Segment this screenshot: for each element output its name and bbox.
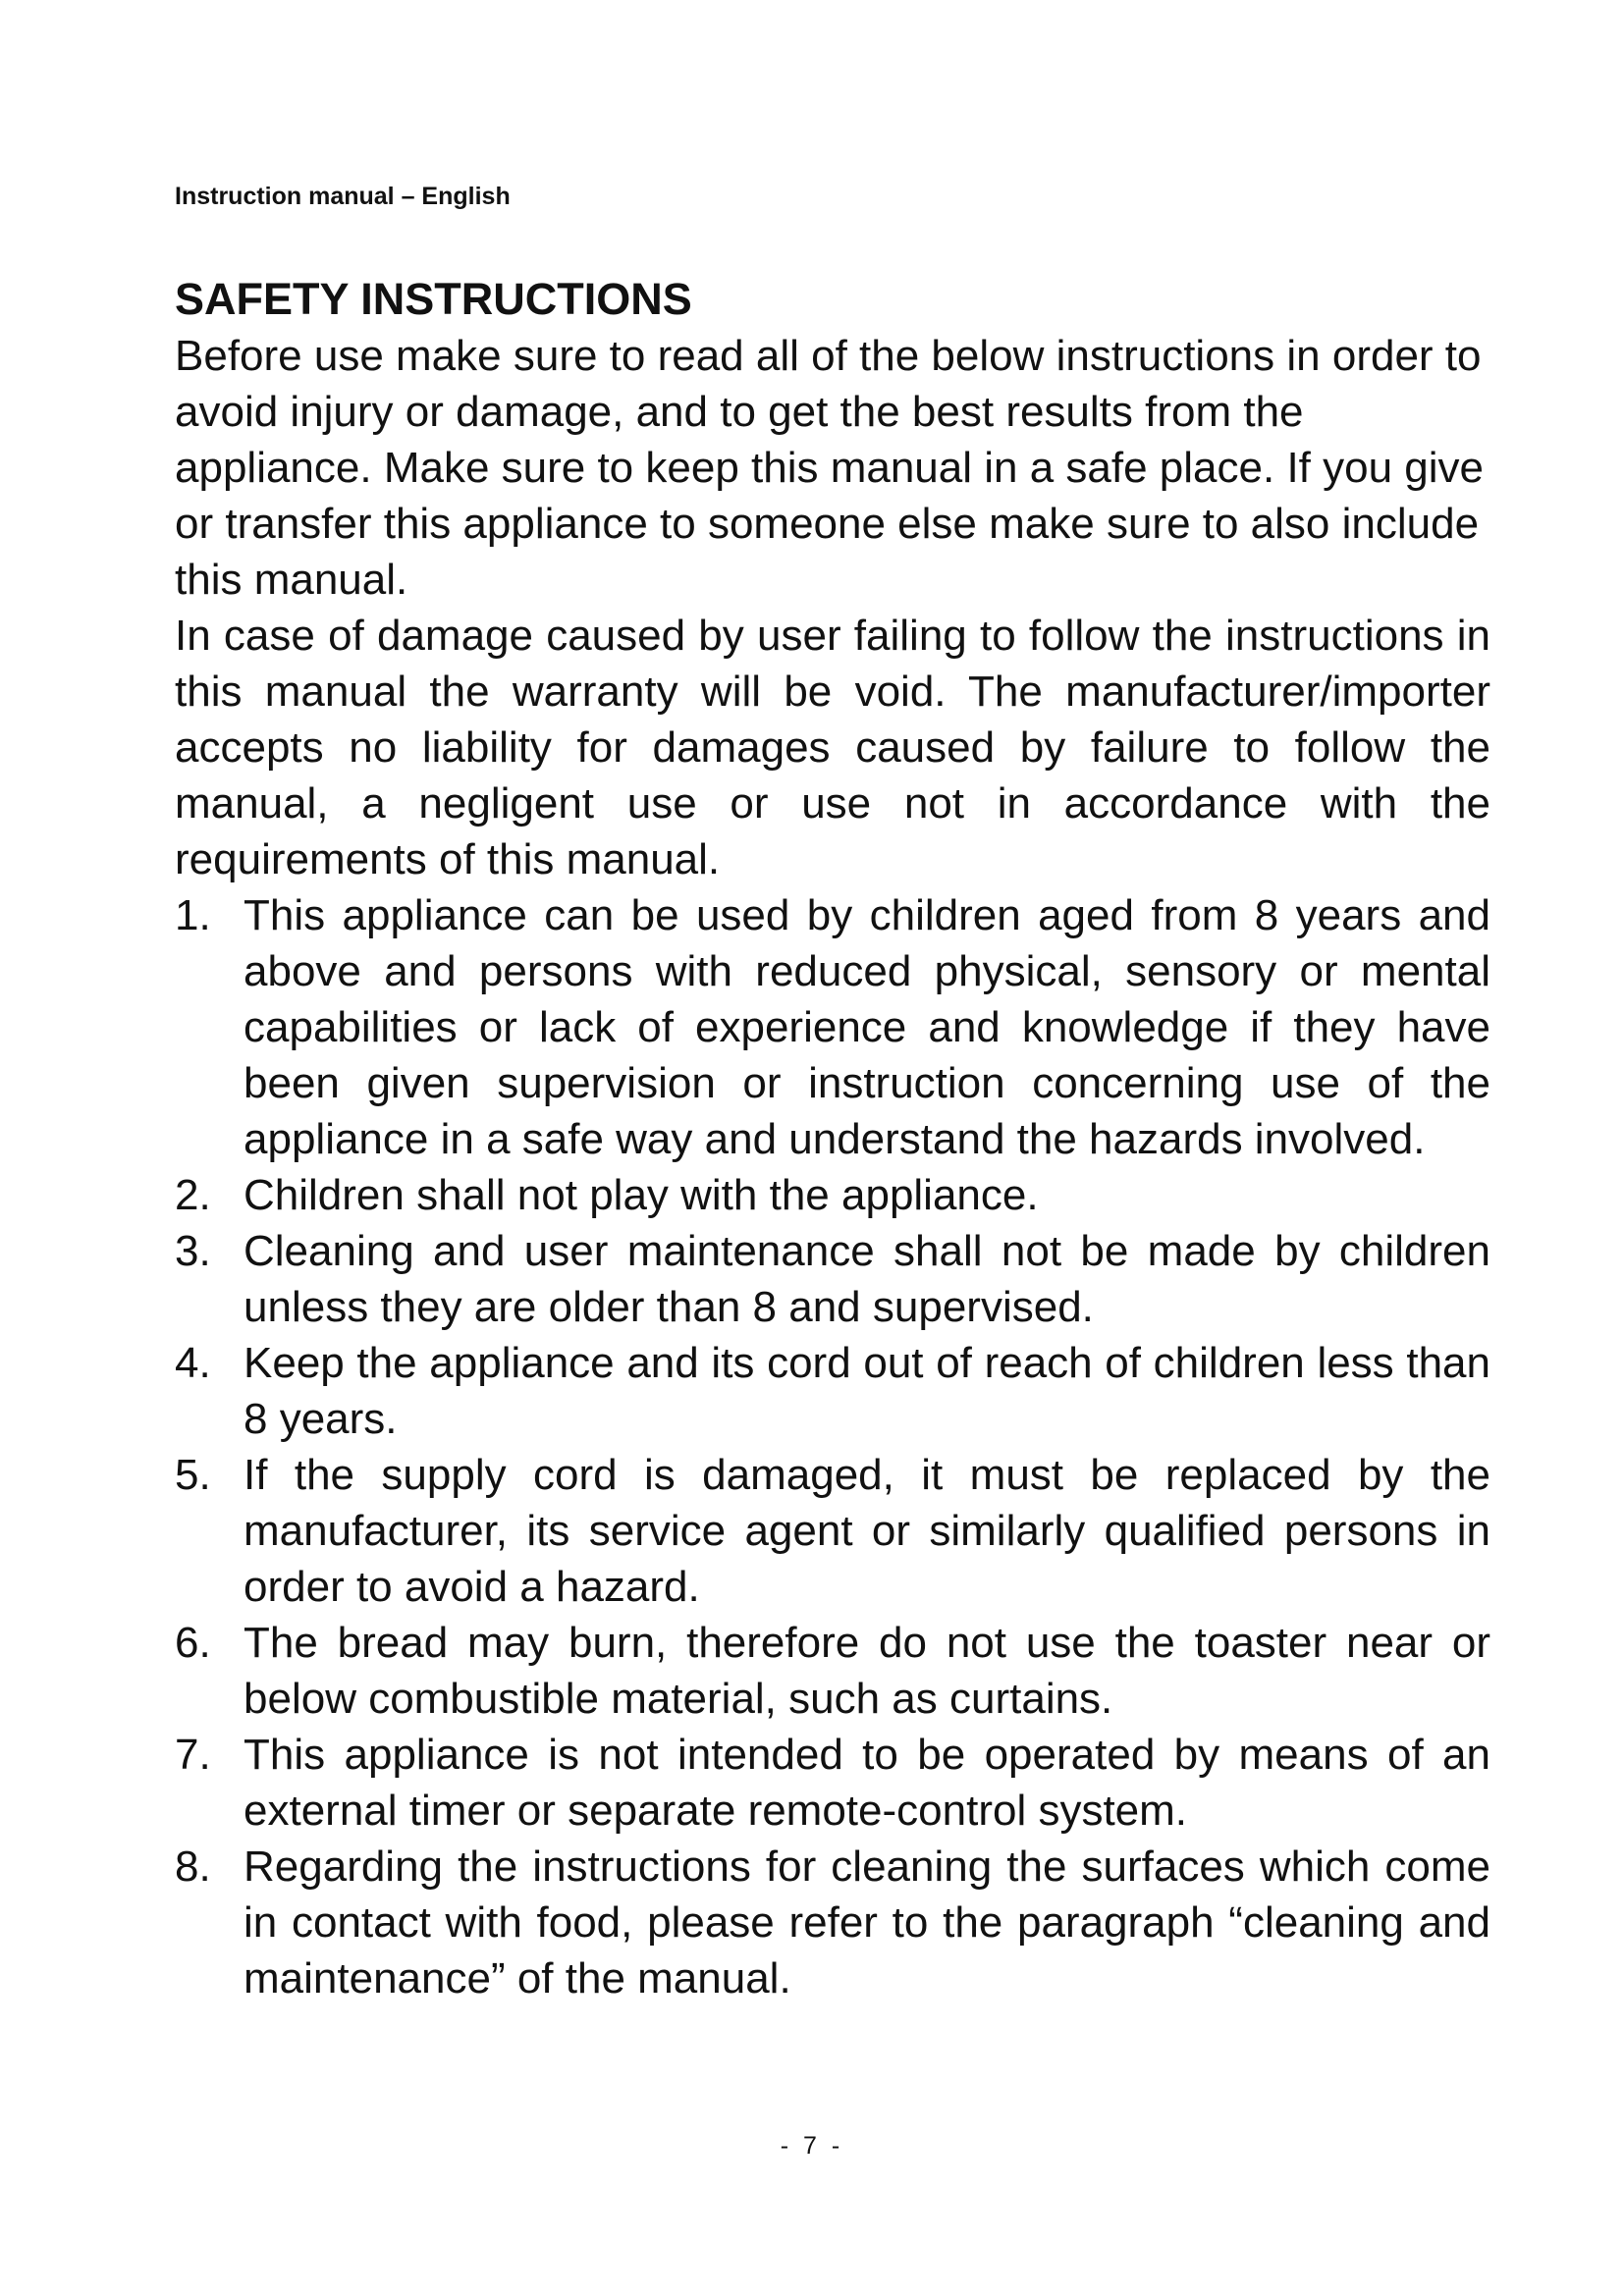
section-title: SAFETY INSTRUCTIONS (175, 274, 692, 324)
list-item-text: This appliance is not intended to be operated by means of an external timer or separate remote-control system. (244, 1731, 1490, 1835)
list-item-text: If the supply cord is damaged, it must be replaced by the manufacturer, its service agent or similarly qualified persons in order to avoid a hazard. (244, 1451, 1490, 1611)
list-item (175, 1727, 1490, 1839)
warranty-paragraph: In case of damage caused by user failing to follow the instructions in this manual the warranty will be void. The manufacturer/importer accepts no liability for damages caused by failure to follow the manual, a negligent use or use not in accordance with the requirements of this manual. (175, 612, 1490, 883)
page-number: - 7 - (780, 2132, 844, 2160)
list-item-text: The bread may burn, therefore do not use the toaster near or below combustible material, such as curtains. (244, 1619, 1490, 1723)
running-header: Instruction manual – English (175, 183, 511, 210)
list-item (175, 1335, 1490, 1447)
list-item (175, 1447, 1490, 1615)
list-item (175, 1839, 1490, 2006)
list-item-number: 5. (175, 1451, 211, 1499)
list-item-number: 4. (175, 1339, 211, 1387)
list-item (175, 887, 1490, 1167)
list-item-text: Keep the appliance and its cord out of reach of children less than 8 years. (244, 1339, 1490, 1443)
list-item-number: 8. (175, 1842, 211, 1891)
list-item-number: 7. (175, 1731, 211, 1779)
list-item-text: This appliance can be used by children aged from 8 years and above and persons with reduced physical, sensory or mental capabilities or lack of experience and knowledge if they have been given supervision or instruction concerning use of the appliance in a safe way and understand the hazards involved. (244, 891, 1490, 1163)
list-item-text: Cleaning and user maintenance shall not be made by children unless they are older than 8 and supervised. (244, 1227, 1490, 1331)
safety-list (175, 887, 1490, 2006)
list-item-number: 1. (175, 891, 211, 939)
list-item (175, 1167, 1490, 1223)
list-item (175, 1223, 1490, 1335)
intro-paragraph: Before use make sure to read all of the below instructions in order to avoid injury or damage, and to get the best results from the appliance. Make sure to keep this manual in a safe place. If you give or transfer this appliance to someone else make sure to also include this manual. (175, 332, 1484, 604)
list-item-number: 3. (175, 1227, 211, 1275)
list-item-text: Children shall not play with the appliance. (244, 1171, 1039, 1219)
list-item-text: Regarding the instructions for cleaning the surfaces which come in contact with food, please refer to the paragraph “cleaning and maintenance” of the manual. (244, 1842, 1490, 2002)
safety-section (175, 271, 1490, 2006)
list-item (175, 1615, 1490, 1727)
list-item-number: 2. (175, 1171, 211, 1219)
list-item-number: 6. (175, 1619, 211, 1667)
